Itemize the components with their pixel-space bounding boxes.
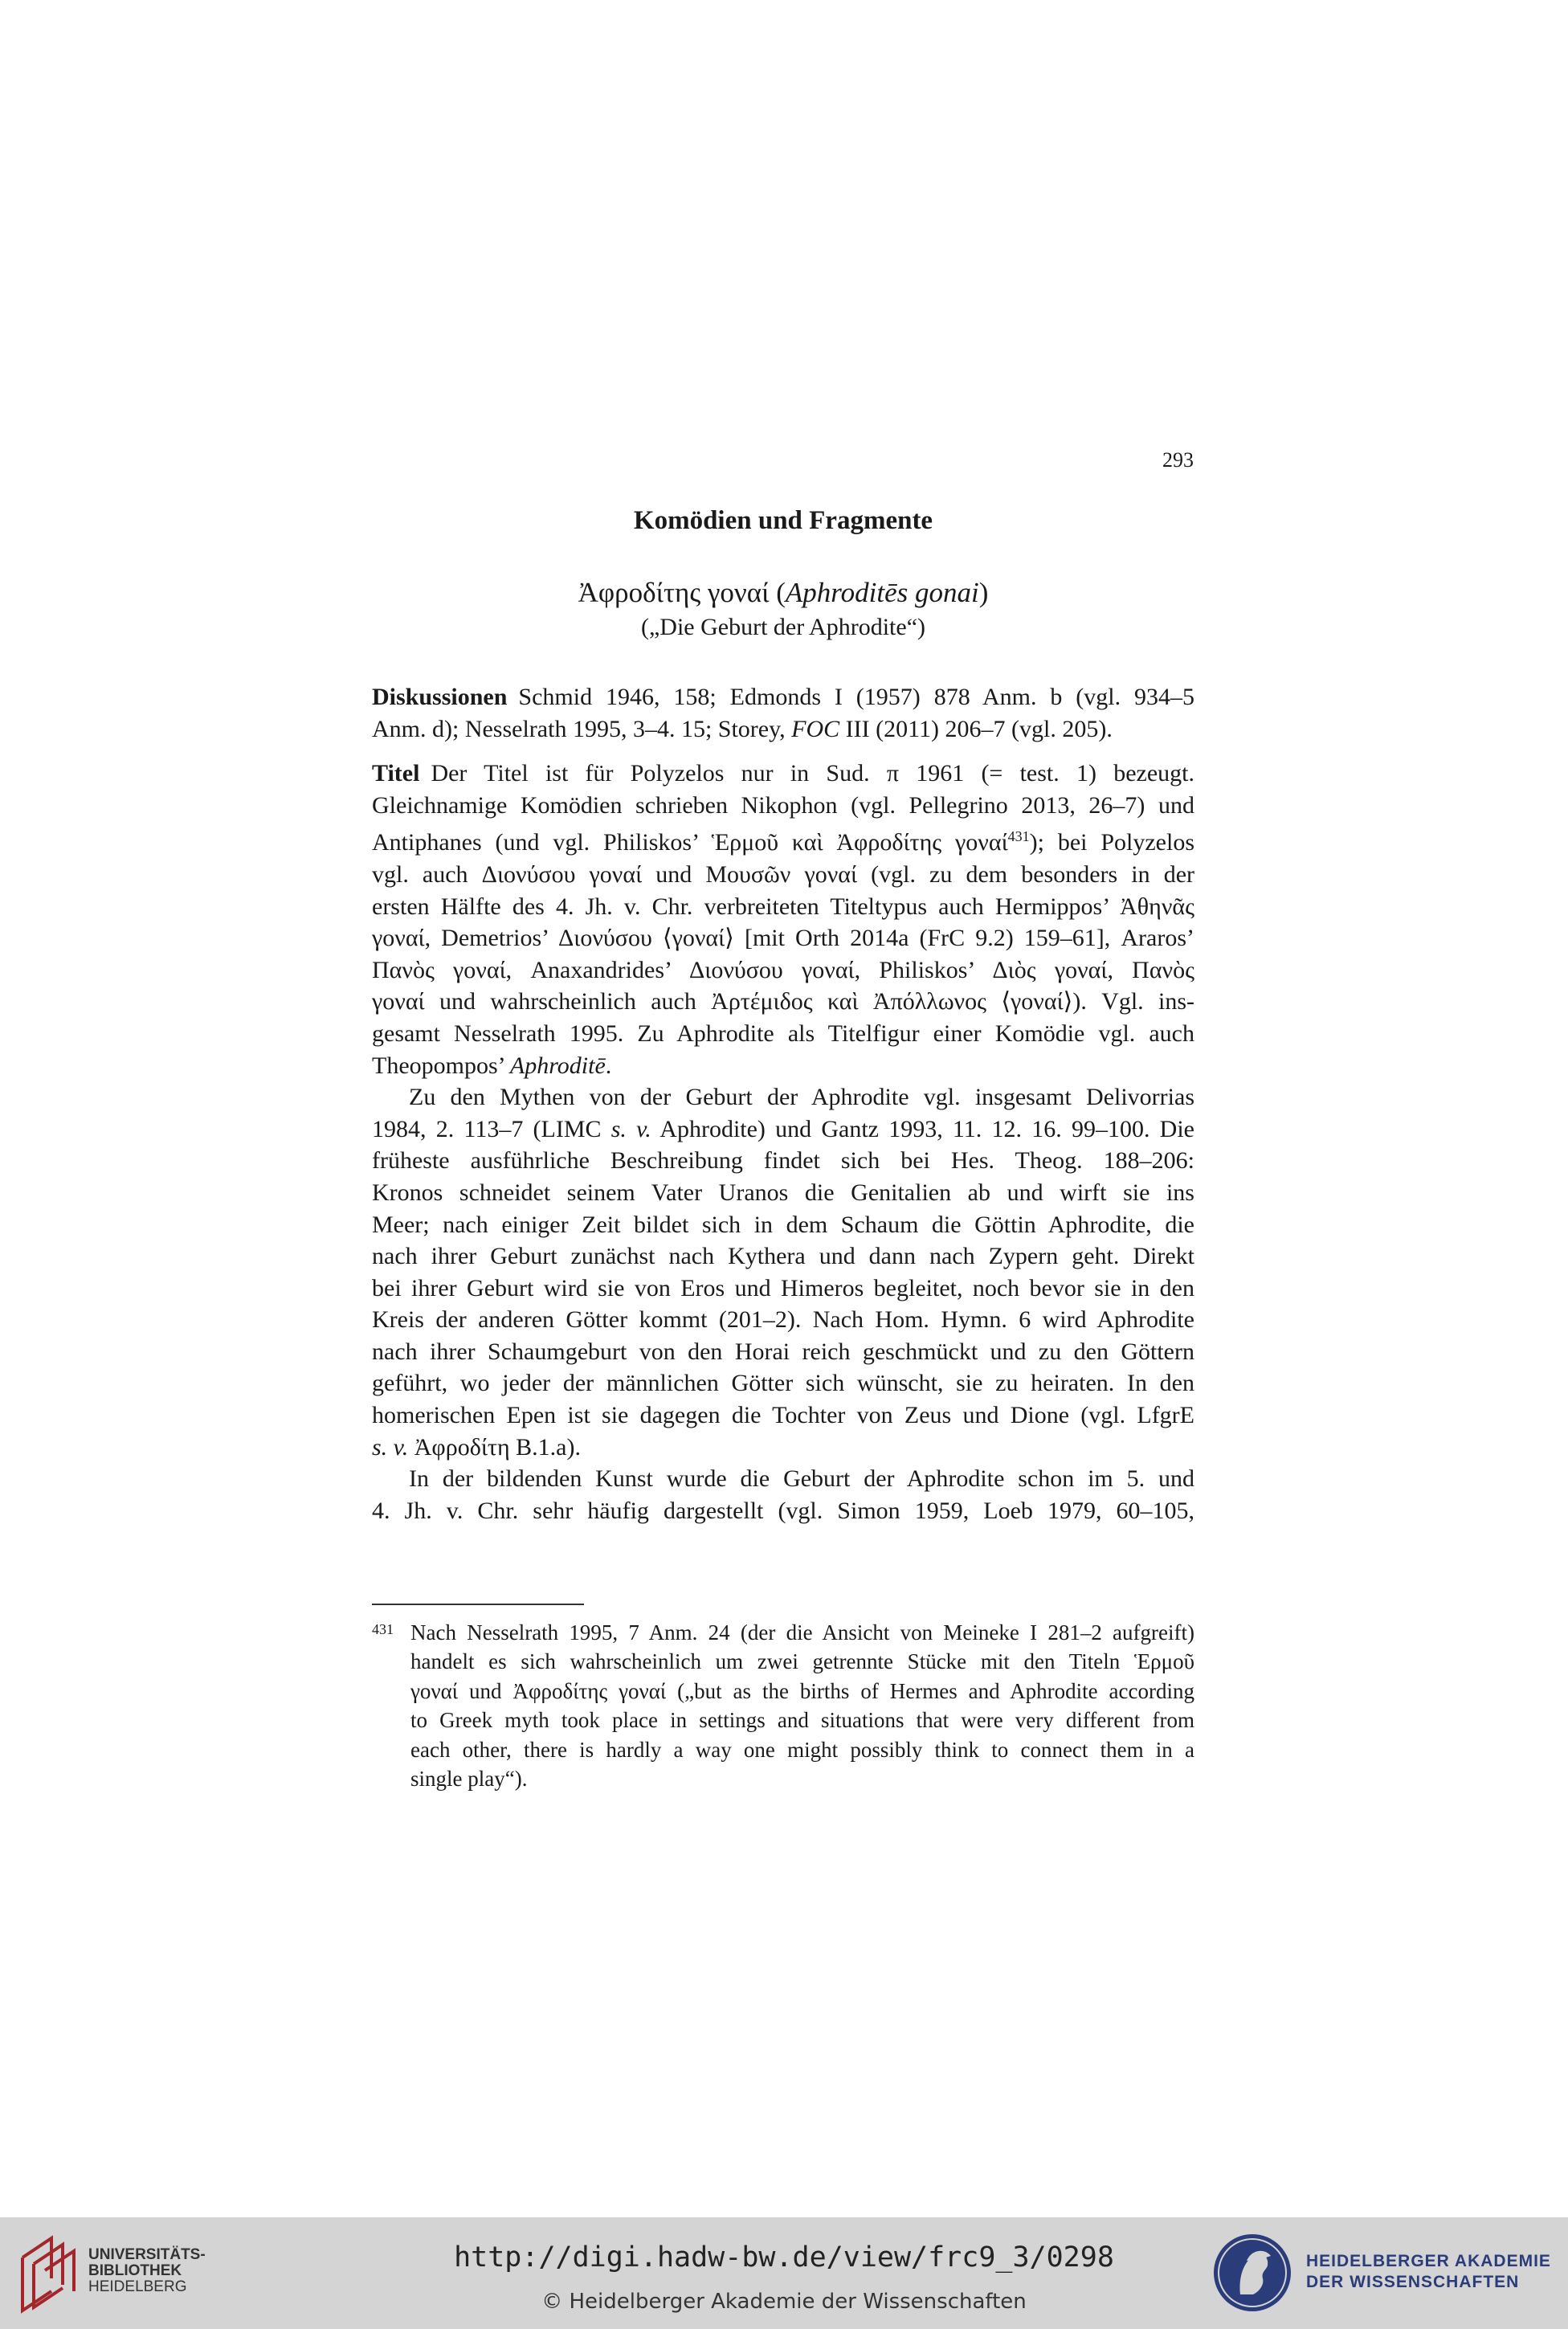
copyright-notice: © Heidelberger Akademie der Wissenschaften: [541, 2290, 1027, 2314]
text-line: 4. Jh. v. Chr. sehr häufig dargestellt (vgl. Simon 1959, Loeb 1979, 60–105,: [372, 1497, 1194, 1524]
titel-label: Titel: [372, 760, 420, 787]
library-name: UNIVERSITÄTS- BIBLIOTHEK HEIDELBERG: [88, 2246, 206, 2295]
text-line: to Greek myth took place in settings and situations that were very different from: [410, 1708, 1194, 1733]
text-line: Anm. d); Nesselrath 1995, 3–4. 15; Storey, FOC III (2011) 206–7 (vgl. 205).: [372, 715, 1113, 742]
play-subtitle: („Die Geburt der Aphrodite“): [640, 614, 926, 640]
footnote-number: 431: [372, 1621, 394, 1637]
text-line: nach ihrer Geburt zunächst nach Kythera und dann nach Zypern geht. Direkt: [372, 1243, 1194, 1270]
text-line: Πανὸς γοναί, Anaxandrides’ Διονύσου γοναί, Philiskos’ Διὸς γοναί, Πανὸς: [372, 956, 1194, 983]
athena-seal-icon: [1211, 2232, 1293, 2314]
section-title: Komödien und Fragmente: [633, 506, 933, 535]
play-title-transliteration: Aphroditēs gonai: [785, 577, 979, 608]
text-line: früheste ausführliche Beschreibung findet sich bei Hes. Theog. 188–206:: [372, 1147, 1194, 1175]
text-line: ersten Hälfte des 4. Jh. v. Chr. verbreiteten Titeltypus auch Hermippos’ Ἀθηνᾶς: [372, 893, 1194, 920]
footnote-text: [410, 1618, 1194, 1793]
text-line: Zu den Mythen von der Geburt der Aphrodite vgl. insgesamt Delivorrias: [409, 1084, 1194, 1111]
text-line: each other, there is hardly a way one might possibly think to connect them in a: [410, 1737, 1194, 1762]
text-line: Titel Der Titel ist für Polyzelos nur in Sud. π 1961 (= test. 1) bezeugt.: [372, 760, 1194, 787]
text-line: γοναί und wahrscheinlich auch Ἀρτέμιδος καὶ Ἀπόλλωνος ⟨γοναί⟩). Vgl. ins-: [372, 988, 1194, 1015]
text-line: Diskussionen Schmid 1946, 158; Edmonds I (1957) 878 Anm. b (vgl. 934–5: [372, 684, 1194, 710]
text-line: Theopompos’ Aphroditē.: [372, 1052, 612, 1079]
text-line: Gleichnamige Komödien schrieben Nikophon (vgl. Pellegrino 2013, 26–7) und: [372, 791, 1194, 819]
play-title-close-paren: ): [978, 577, 989, 608]
text-line: Nach Nesselrath 1995, 7 Anm. 24 (der die Ansicht von Meineke I 281–2 aufgreift): [410, 1620, 1194, 1645]
text-line: bei ihrer Geburt wird sie von Eros und Himeros begleitet, noch bevor sie in den: [372, 1274, 1194, 1301]
text-line: homerischen Epen ist sie dagegen die Tochter von Zeus und Dione (vgl. LfgrE: [372, 1402, 1194, 1429]
permalink-url[interactable]: http://digi.hadw-bw.de/view/frc9_3/0298: [454, 2241, 1114, 2274]
footer-bar: [0, 2217, 1568, 2329]
text-line: nach ihrer Schaumgeburt von den Horai reich geschmückt und zu den Göttern: [372, 1338, 1194, 1365]
diskussionen-section: [372, 681, 1194, 745]
text-line: γοναί und Ἀφροδίτης γοναί („but as the births of Hermes and Aphrodite according: [410, 1678, 1194, 1703]
play-title-greek: Ἀφροδίτης γοναί: [578, 577, 770, 608]
text-line: vgl. auch Διονύσου γοναί und Μουσῶν γοναί (vgl. zu dem besonders in der: [372, 860, 1194, 888]
footnote-divider: [372, 1604, 584, 1605]
text-line: Antiphanes (und vgl. Philiskos’ Ἑρμοῦ καὶ Ἀφροδίτης γοναί$^{431}$); bei Polyzelos: [372, 828, 1195, 856]
text-line: In der bildenden Kunst wurde die Geburt der Aphrodite schon im 5. und: [409, 1465, 1194, 1493]
text-line: single play“).: [410, 1767, 528, 1792]
play-title: [372, 577, 1194, 609]
text-line: handelt es sich wahrscheinlich um zwei getrennte Stücke mit den Titeln Ἑρμοῦ: [410, 1649, 1194, 1674]
commentary-body: [372, 681, 1194, 1526]
library-building-icon: [16, 2232, 82, 2315]
text-line: Kronos schneidet seinem Vater Uranos die Genitalien ab und wirft sie ins: [372, 1179, 1194, 1206]
text-line: Kreis der anderen Götter kommt (201–2). Nach Hom. Hymn. 6 wird Aphrodite: [372, 1306, 1194, 1334]
academy-name: HEIDELBERGER AKADEMIE DER WISSENSCHAFTEN: [1306, 2252, 1551, 2291]
diskussionen-label: Diskussionen: [372, 684, 508, 710]
footnote: [372, 1618, 1194, 1793]
text-line: geführt, wo jeder der männlichen Götter sich wünscht, sie zu heiraten. In den: [372, 1370, 1194, 1397]
page-number: 293: [1162, 448, 1194, 472]
text-line: γοναί, Demetrios’ Διονύσου ⟨γοναί⟩ [mit Orth 2014a (FrC 9.2) 159–61], Araros’: [372, 925, 1194, 952]
titel-section: [372, 758, 1194, 1526]
text-line: 1984, 2. 113–7 (LIMC s. v. Aphrodite) und Gantz 1993, 11. 12. 16. 99–100. Die: [372, 1115, 1194, 1142]
text-line: gesamt Nesselrath 1995. Zu Aphrodite als Titelfigur einer Komödie vgl. auch: [372, 1019, 1194, 1047]
play-title-open-paren: (: [769, 577, 786, 608]
text-line: Meer; nach einiger Zeit bildet sich in dem Schaum die Göttin Aphrodite, die: [372, 1211, 1194, 1238]
text-line: s. v. Ἀφροδίτη B.1.a).: [372, 1433, 581, 1461]
footnote-reference[interactable]: 431: [1007, 828, 1030, 845]
